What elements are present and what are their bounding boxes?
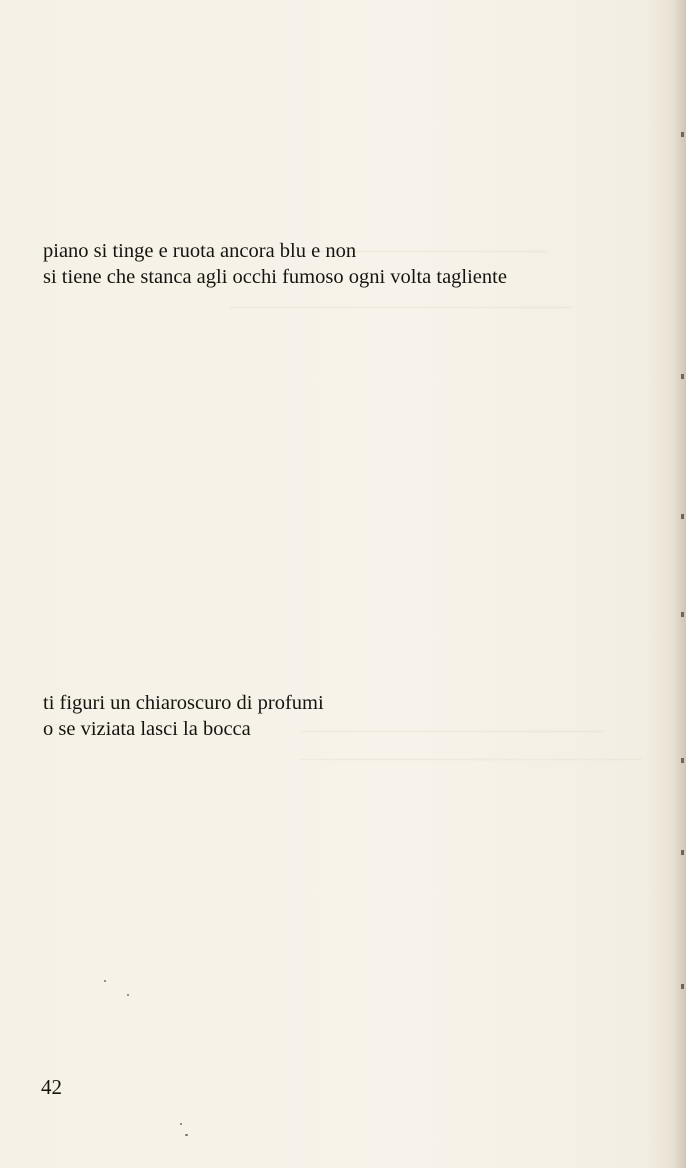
poem-line: ti figuri un chiaroscuro di profumi [43, 692, 324, 714]
paper-speck [104, 980, 106, 982]
show-through-text: —————————————————— [230, 296, 572, 317]
poem-stanza [43, 238, 507, 290]
page-edge-mark [681, 514, 684, 519]
paper-speck [185, 1134, 188, 1136]
poem-line: si tiene che stanca agli occhi fumoso ogni volta tagliente [43, 266, 507, 288]
show-through-text: ————————————— [300, 240, 547, 261]
page-edge-mark [681, 758, 684, 763]
show-through-text: ———————————————— [300, 720, 604, 741]
poem-line: piano si tinge e ruota ancora blu e non [43, 240, 357, 262]
page-number: 42 [41, 1075, 62, 1099]
paper-speck [127, 994, 129, 996]
show-through-text: —————————————————— [300, 748, 642, 769]
poem-stanza [43, 690, 324, 742]
poem-line: o se viziata lasci la bocca [43, 718, 251, 740]
page-edge-mark [681, 850, 684, 855]
page-edge-mark [681, 612, 684, 617]
page-edge-mark [681, 374, 684, 379]
page-edge-mark [681, 984, 684, 989]
page-edge-mark [681, 132, 684, 137]
paper-speck [180, 1123, 182, 1125]
